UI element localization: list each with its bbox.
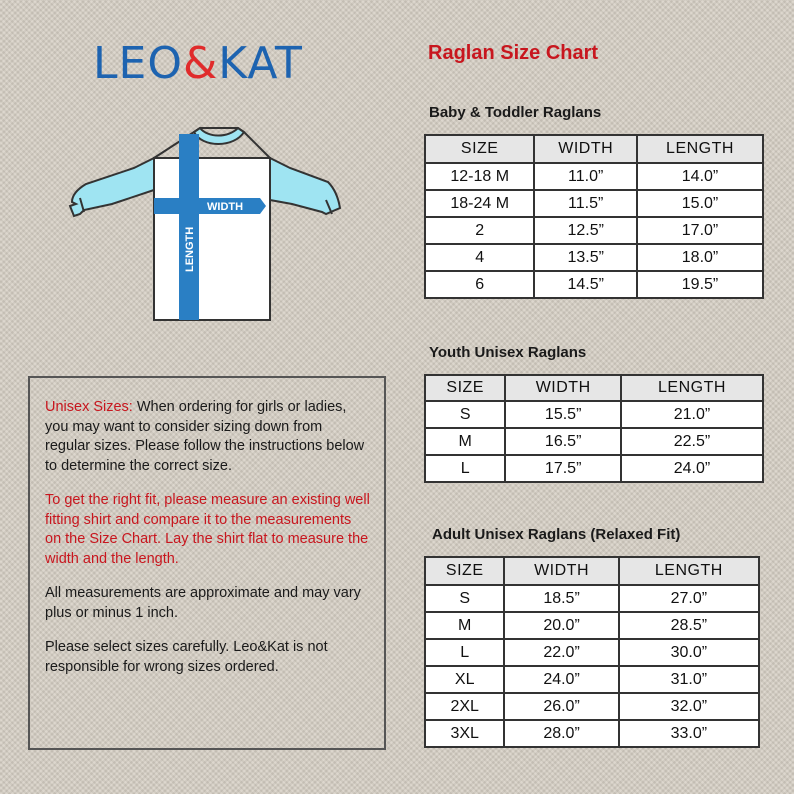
width-cell: 26.0” bbox=[504, 693, 618, 720]
col-width: WIDTH bbox=[504, 557, 618, 585]
size-cell: L bbox=[425, 639, 504, 666]
length-cell: 30.0” bbox=[619, 639, 759, 666]
col-size: SIZE bbox=[425, 557, 504, 585]
col-size: SIZE bbox=[425, 375, 505, 401]
width-label: WIDTH bbox=[207, 201, 244, 213]
logo-ampersand: & bbox=[182, 38, 219, 89]
size-cell: 6 bbox=[425, 271, 534, 298]
size-cell: S bbox=[425, 585, 504, 612]
col-width: WIDTH bbox=[534, 135, 637, 163]
length-cell: 24.0” bbox=[621, 455, 763, 482]
note-disclaimer: Please select sizes carefully. Leo&Kat is not responsible for wrong sizes ordered. bbox=[45, 639, 328, 675]
size-row bbox=[425, 428, 763, 455]
size-row bbox=[425, 244, 763, 271]
size-row bbox=[425, 585, 759, 612]
length-cell: 18.0” bbox=[637, 244, 763, 271]
size-row bbox=[425, 455, 763, 482]
size-cell: 12-18 M bbox=[425, 163, 534, 190]
baby-section-title: Baby & Toddler Raglans bbox=[429, 104, 602, 121]
youth-section-title: Youth Unisex Raglans bbox=[429, 344, 587, 361]
size-cell: 4 bbox=[425, 244, 534, 271]
shirt-right-sleeve bbox=[270, 158, 340, 214]
length-cell: 27.0” bbox=[619, 585, 759, 612]
width-cell: 12.5” bbox=[534, 217, 637, 244]
size-cell: L bbox=[425, 455, 505, 482]
note-measure: To get the right fit, please measure an existing well fitting shirt and compare it to the measurements on the Size Chart. Lay the shirt flat to measure the width and the length. bbox=[45, 492, 370, 567]
size-row bbox=[425, 271, 763, 298]
length-cell: 15.0” bbox=[637, 190, 763, 217]
col-length: LENGTH bbox=[621, 375, 763, 401]
logo-kat: KAT bbox=[218, 38, 303, 89]
size-cell: 2 bbox=[425, 217, 534, 244]
length-cell: 21.0” bbox=[621, 401, 763, 428]
note-approximate: All measurements are approximate and may vary plus or minus 1 inch. bbox=[45, 585, 361, 621]
size-cell: M bbox=[425, 428, 505, 455]
size-cell: 3XL bbox=[425, 720, 504, 747]
shirt-diagram bbox=[62, 124, 346, 324]
col-length: LENGTH bbox=[619, 557, 759, 585]
col-size: SIZE bbox=[425, 135, 534, 163]
adult-size-table bbox=[424, 556, 760, 748]
size-row bbox=[425, 639, 759, 666]
length-cell: 33.0” bbox=[619, 720, 759, 747]
width-cell: 15.5” bbox=[505, 401, 621, 428]
width-cell: 16.5” bbox=[505, 428, 621, 455]
length-cell: 14.0” bbox=[637, 163, 763, 190]
logo-leo: LEO bbox=[93, 38, 183, 89]
length-cell: 22.5” bbox=[621, 428, 763, 455]
length-cell: 31.0” bbox=[619, 666, 759, 693]
length-cell: 19.5” bbox=[637, 271, 763, 298]
length-cell: 32.0” bbox=[619, 693, 759, 720]
size-cell: 18-24 M bbox=[425, 190, 534, 217]
note-unisex-label: Unisex Sizes: bbox=[45, 399, 133, 415]
shirt-body bbox=[154, 158, 270, 320]
brand-logo bbox=[93, 38, 303, 89]
width-cell: 24.0” bbox=[504, 666, 618, 693]
width-cell: 17.5” bbox=[505, 455, 621, 482]
length-cell: 28.5” bbox=[619, 612, 759, 639]
size-row bbox=[425, 190, 763, 217]
width-cell: 11.0” bbox=[534, 163, 637, 190]
width-cell: 18.5” bbox=[504, 585, 618, 612]
size-row bbox=[425, 666, 759, 693]
width-cell: 14.5” bbox=[534, 271, 637, 298]
size-row bbox=[425, 720, 759, 747]
note-unisex bbox=[45, 398, 370, 476]
shirt-collar bbox=[194, 128, 244, 144]
size-row bbox=[425, 612, 759, 639]
sizing-notes-box bbox=[28, 376, 386, 750]
size-row bbox=[425, 401, 763, 428]
width-cell: 20.0” bbox=[504, 612, 618, 639]
length-label: LENGTH bbox=[184, 226, 196, 272]
size-cell: S bbox=[425, 401, 505, 428]
length-cell: 17.0” bbox=[637, 217, 763, 244]
col-width: WIDTH bbox=[505, 375, 621, 401]
adult-section-title: Adult Unisex Raglans (Relaxed Fit) bbox=[432, 526, 681, 543]
youth-size-table bbox=[424, 374, 764, 483]
width-cell: 11.5” bbox=[534, 190, 637, 217]
baby-size-table bbox=[424, 134, 764, 299]
size-row bbox=[425, 693, 759, 720]
note-unisex-text: When ordering for girls or ladies, you may want to consider sizing down from regular sizes. Please follow the instructions below to determine the correct size. bbox=[45, 399, 365, 474]
size-cell: M bbox=[425, 612, 504, 639]
size-cell: XL bbox=[425, 666, 504, 693]
size-chart-title: Raglan Size Chart bbox=[428, 42, 599, 64]
size-cell: 2XL bbox=[425, 693, 504, 720]
size-row bbox=[425, 217, 763, 244]
col-length: LENGTH bbox=[637, 135, 763, 163]
size-row bbox=[425, 163, 763, 190]
width-cell: 13.5” bbox=[534, 244, 637, 271]
width-cell: 22.0” bbox=[504, 639, 618, 666]
width-cell: 28.0” bbox=[504, 720, 618, 747]
